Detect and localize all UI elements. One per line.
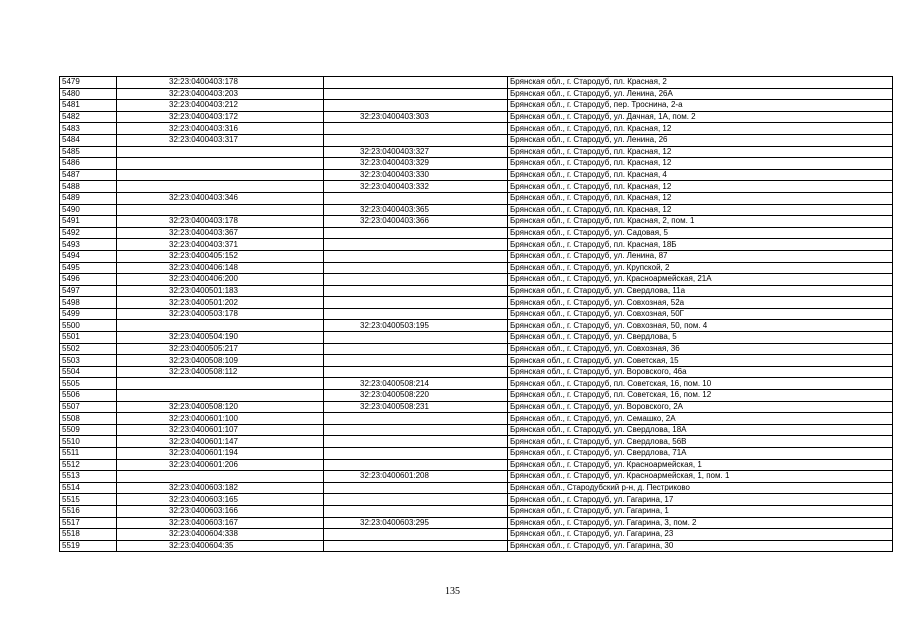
secondary-cadastral-number-cell bbox=[324, 274, 508, 286]
table-row bbox=[60, 517, 893, 529]
secondary-cadastral-number-cell bbox=[324, 413, 508, 425]
address-cell: Брянская обл., г. Стародуб, ул. Советская, 15 bbox=[508, 355, 893, 367]
secondary-cadastral-number-cell bbox=[324, 77, 508, 89]
page-number: 135 bbox=[445, 586, 460, 597]
address-cell: Брянская обл., г. Стародуб, пл. Красная, 12 bbox=[508, 192, 893, 204]
table-row bbox=[60, 378, 893, 390]
address-cell: Брянская обл., Стародубский р-н, д. Пестриково bbox=[508, 482, 893, 494]
address-cell: Брянская обл., г. Стародуб, пл. Красная, 4 bbox=[508, 169, 893, 181]
secondary-cadastral-number-cell bbox=[324, 239, 508, 251]
address-cell: Брянская обл., г. Стародуб, ул. Ленина, 87 bbox=[508, 250, 893, 262]
cadastral-number-cell: 32:23:0400403:203 bbox=[117, 88, 324, 100]
row-number-cell: 5492 bbox=[60, 227, 117, 239]
cadastral-table-body bbox=[60, 77, 893, 552]
row-number-cell: 5496 bbox=[60, 274, 117, 286]
address-cell: Брянская обл., г. Стародуб, ул. Гагарина, 3, пом. 2 bbox=[508, 517, 893, 529]
table-row bbox=[60, 505, 893, 517]
secondary-cadastral-number-cell bbox=[324, 529, 508, 541]
address-cell: Брянская обл., г. Стародуб, пл. Советская, 16, пом. 12 bbox=[508, 390, 893, 402]
cadastral-number-cell: 32:23:0400403:346 bbox=[117, 192, 324, 204]
row-number-cell: 5487 bbox=[60, 169, 117, 181]
table-row bbox=[60, 482, 893, 494]
cadastral-number-cell bbox=[117, 320, 324, 332]
address-cell: Брянская обл., г. Стародуб, ул. Свердлова, 71А bbox=[508, 448, 893, 460]
cadastral-number-cell bbox=[117, 471, 324, 483]
address-cell: Брянская обл., г. Стародуб, ул. Свердлова, 56В bbox=[508, 436, 893, 448]
address-cell: Брянская обл., г. Стародуб, ул. Семашко, 2А bbox=[508, 413, 893, 425]
address-cell: Брянская обл., г. Стародуб, ул. Совхозная, 50, пом. 4 bbox=[508, 320, 893, 332]
secondary-cadastral-number-cell bbox=[324, 227, 508, 239]
secondary-cadastral-number-cell: 32:23:0400403:332 bbox=[324, 181, 508, 193]
table-row bbox=[60, 274, 893, 286]
address-cell: Брянская обл., г. Стародуб, ул. Ленина, 26 bbox=[508, 134, 893, 146]
address-cell: Брянская обл., г. Стародуб, ул. Воровского, 46а bbox=[508, 366, 893, 378]
table-row bbox=[60, 262, 893, 274]
cadastral-number-cell: 32:23:0400403:317 bbox=[117, 134, 324, 146]
address-cell: Брянская обл., г. Стародуб, ул. Совхозная, 50Г bbox=[508, 308, 893, 320]
secondary-cadastral-number-cell bbox=[324, 459, 508, 471]
secondary-cadastral-number-cell bbox=[324, 366, 508, 378]
address-cell: Брянская обл., г. Стародуб, ул. Совхозная, 52а bbox=[508, 297, 893, 309]
cadastral-number-cell: 32:23:0400406:200 bbox=[117, 274, 324, 286]
table-row bbox=[60, 332, 893, 344]
cadastral-number-cell: 32:23:0400601:194 bbox=[117, 448, 324, 460]
address-cell: Брянская обл., г. Стародуб, ул. Воровского, 2А bbox=[508, 401, 893, 413]
address-cell: Брянская обл., г. Стародуб, ул. Крупской, 2 bbox=[508, 262, 893, 274]
table-row bbox=[60, 459, 893, 471]
table-row bbox=[60, 401, 893, 413]
address-cell: Брянская обл., г. Стародуб, ул. Свердлова, 5 bbox=[508, 332, 893, 344]
cadastral-number-cell: 32:23:0400604:338 bbox=[117, 529, 324, 541]
secondary-cadastral-number-cell bbox=[324, 343, 508, 355]
address-cell: Брянская обл., г. Стародуб, ул. Ленина, 26А bbox=[508, 88, 893, 100]
table-row bbox=[60, 413, 893, 425]
row-number-cell: 5490 bbox=[60, 204, 117, 216]
row-number-cell: 5482 bbox=[60, 111, 117, 123]
cadastral-number-cell: 32:23:0400403:371 bbox=[117, 239, 324, 251]
row-number-cell: 5481 bbox=[60, 100, 117, 112]
row-number-cell: 5479 bbox=[60, 77, 117, 89]
table-row bbox=[60, 448, 893, 460]
cadastral-number-cell bbox=[117, 169, 324, 181]
secondary-cadastral-number-cell: 32:23:0400503:195 bbox=[324, 320, 508, 332]
address-cell: Брянская обл., г. Стародуб, ул. Дачная, 1А, пом. 2 bbox=[508, 111, 893, 123]
row-number-cell: 5509 bbox=[60, 424, 117, 436]
secondary-cadastral-number-cell: 32:23:0400603:295 bbox=[324, 517, 508, 529]
cadastral-number-cell: 32:23:0400601:107 bbox=[117, 424, 324, 436]
cadastral-number-cell: 32:23:0400603:165 bbox=[117, 494, 324, 506]
secondary-cadastral-number-cell: 32:23:0400403:330 bbox=[324, 169, 508, 181]
row-number-cell: 5501 bbox=[60, 332, 117, 344]
row-number-cell: 5484 bbox=[60, 134, 117, 146]
table-row bbox=[60, 123, 893, 135]
secondary-cadastral-number-cell: 32:23:0400601:208 bbox=[324, 471, 508, 483]
table-row bbox=[60, 250, 893, 262]
secondary-cadastral-number-cell bbox=[324, 540, 508, 552]
row-number-cell: 5512 bbox=[60, 459, 117, 471]
secondary-cadastral-number-cell bbox=[324, 134, 508, 146]
cadastral-number-cell bbox=[117, 204, 324, 216]
secondary-cadastral-number-cell bbox=[324, 123, 508, 135]
cadastral-number-cell: 32:23:0400503:178 bbox=[117, 308, 324, 320]
address-cell: Брянская обл., г. Стародуб, ул. Свердлова, 18А bbox=[508, 424, 893, 436]
row-number-cell: 5486 bbox=[60, 158, 117, 170]
table-row bbox=[60, 366, 893, 378]
table-row bbox=[60, 494, 893, 506]
address-cell: Брянская обл., г. Стародуб, ул. Гагарина, 1 bbox=[508, 505, 893, 517]
table-row bbox=[60, 146, 893, 158]
row-number-cell: 5506 bbox=[60, 390, 117, 402]
row-number-cell: 5516 bbox=[60, 505, 117, 517]
row-number-cell: 5483 bbox=[60, 123, 117, 135]
cadastral-number-cell: 32:23:0400403:316 bbox=[117, 123, 324, 135]
row-number-cell: 5480 bbox=[60, 88, 117, 100]
table-row bbox=[60, 297, 893, 309]
table-row bbox=[60, 181, 893, 193]
address-cell: Брянская обл., г. Стародуб, пл. Красная, 12 bbox=[508, 204, 893, 216]
row-number-cell: 5504 bbox=[60, 366, 117, 378]
row-number-cell: 5513 bbox=[60, 471, 117, 483]
table-row bbox=[60, 100, 893, 112]
address-cell: Брянская обл., г. Стародуб, ул. Совхозная, 36 bbox=[508, 343, 893, 355]
cadastral-number-cell: 32:23:0400403:172 bbox=[117, 111, 324, 123]
cadastral-number-cell: 32:23:0400403:178 bbox=[117, 77, 324, 89]
address-cell: Брянская обл., г. Стародуб, ул. Гагарина, 23 bbox=[508, 529, 893, 541]
row-number-cell: 5488 bbox=[60, 181, 117, 193]
secondary-cadastral-number-cell bbox=[324, 448, 508, 460]
address-cell: Брянская обл., г. Стародуб, пл. Красная, 2 bbox=[508, 77, 893, 89]
row-number-cell: 5500 bbox=[60, 320, 117, 332]
cadastral-number-cell: 32:23:0400403:367 bbox=[117, 227, 324, 239]
secondary-cadastral-number-cell: 32:23:0400508:214 bbox=[324, 378, 508, 390]
row-number-cell: 5494 bbox=[60, 250, 117, 262]
table-row bbox=[60, 320, 893, 332]
secondary-cadastral-number-cell bbox=[324, 494, 508, 506]
address-cell: Брянская обл., г. Стародуб, ул. Свердлова, 11а bbox=[508, 285, 893, 297]
cadastral-number-cell: 32:23:0400403:178 bbox=[117, 216, 324, 228]
table-row bbox=[60, 158, 893, 170]
secondary-cadastral-number-cell bbox=[324, 192, 508, 204]
table-row bbox=[60, 390, 893, 402]
secondary-cadastral-number-cell bbox=[324, 308, 508, 320]
secondary-cadastral-number-cell bbox=[324, 332, 508, 344]
secondary-cadastral-number-cell: 32:23:0400403:366 bbox=[324, 216, 508, 228]
row-number-cell: 5498 bbox=[60, 297, 117, 309]
table-row bbox=[60, 134, 893, 146]
row-number-cell: 5514 bbox=[60, 482, 117, 494]
table-row bbox=[60, 436, 893, 448]
secondary-cadastral-number-cell: 32:23:0400508:231 bbox=[324, 401, 508, 413]
secondary-cadastral-number-cell: 32:23:0400403:327 bbox=[324, 146, 508, 158]
secondary-cadastral-number-cell bbox=[324, 436, 508, 448]
row-number-cell: 5489 bbox=[60, 192, 117, 204]
address-cell: Брянская обл., г. Стародуб, пл. Красная, 2, пом. 1 bbox=[508, 216, 893, 228]
address-cell: Брянская обл., г. Стародуб, пл. Красная, 12 bbox=[508, 181, 893, 193]
address-cell: Брянская обл., г. Стародуб, ул. Гагарина, 30 bbox=[508, 540, 893, 552]
row-number-cell: 5511 bbox=[60, 448, 117, 460]
cadastral-number-cell: 32:23:0400501:202 bbox=[117, 297, 324, 309]
address-cell: Брянская обл., г. Стародуб, ул. Красноармейская, 1, пом. 1 bbox=[508, 471, 893, 483]
row-number-cell: 5517 bbox=[60, 517, 117, 529]
cadastral-number-cell: 32:23:0400604:35 bbox=[117, 540, 324, 552]
row-number-cell: 5519 bbox=[60, 540, 117, 552]
row-number-cell: 5495 bbox=[60, 262, 117, 274]
cadastral-number-cell: 32:23:0400501:183 bbox=[117, 285, 324, 297]
cadastral-number-cell bbox=[117, 378, 324, 390]
address-cell: Брянская обл., г. Стародуб, ул. Гагарина, 17 bbox=[508, 494, 893, 506]
cadastral-number-cell: 32:23:0400508:112 bbox=[117, 366, 324, 378]
table-row bbox=[60, 88, 893, 100]
table-row bbox=[60, 204, 893, 216]
address-cell: Брянская обл., г. Стародуб, пл. Красная, 12 bbox=[508, 123, 893, 135]
row-number-cell: 5497 bbox=[60, 285, 117, 297]
secondary-cadastral-number-cell bbox=[324, 424, 508, 436]
cadastral-number-cell: 32:23:0400601:100 bbox=[117, 413, 324, 425]
table-row bbox=[60, 169, 893, 181]
cadastral-number-cell: 32:23:0400504:190 bbox=[117, 332, 324, 344]
secondary-cadastral-number-cell bbox=[324, 482, 508, 494]
row-number-cell: 5510 bbox=[60, 436, 117, 448]
cadastral-number-cell: 32:23:0400403:212 bbox=[117, 100, 324, 112]
cadastral-table bbox=[59, 76, 893, 552]
table-row bbox=[60, 471, 893, 483]
table-row bbox=[60, 424, 893, 436]
table-row bbox=[60, 77, 893, 89]
cadastral-number-cell: 32:23:0400505:217 bbox=[117, 343, 324, 355]
row-number-cell: 5499 bbox=[60, 308, 117, 320]
row-number-cell: 5507 bbox=[60, 401, 117, 413]
table-row bbox=[60, 529, 893, 541]
secondary-cadastral-number-cell bbox=[324, 285, 508, 297]
secondary-cadastral-number-cell bbox=[324, 297, 508, 309]
cadastral-number-cell bbox=[117, 146, 324, 158]
table-row bbox=[60, 239, 893, 251]
cadastral-number-cell: 32:23:0400603:166 bbox=[117, 505, 324, 517]
cadastral-number-cell: 32:23:0400508:120 bbox=[117, 401, 324, 413]
secondary-cadastral-number-cell bbox=[324, 262, 508, 274]
cadastral-number-cell: 32:23:0400603:182 bbox=[117, 482, 324, 494]
table-row bbox=[60, 540, 893, 552]
secondary-cadastral-number-cell: 32:23:0400508:220 bbox=[324, 390, 508, 402]
table-row bbox=[60, 216, 893, 228]
table-row bbox=[60, 227, 893, 239]
row-number-cell: 5491 bbox=[60, 216, 117, 228]
row-number-cell: 5503 bbox=[60, 355, 117, 367]
row-number-cell: 5508 bbox=[60, 413, 117, 425]
table-row bbox=[60, 355, 893, 367]
secondary-cadastral-number-cell: 32:23:0400403:329 bbox=[324, 158, 508, 170]
secondary-cadastral-number-cell bbox=[324, 355, 508, 367]
cadastral-number-cell bbox=[117, 390, 324, 402]
cadastral-number-cell bbox=[117, 158, 324, 170]
row-number-cell: 5485 bbox=[60, 146, 117, 158]
table-row bbox=[60, 308, 893, 320]
cadastral-number-cell: 32:23:0400405:152 bbox=[117, 250, 324, 262]
cadastral-number-cell: 32:23:0400406:148 bbox=[117, 262, 324, 274]
cadastral-number-cell: 32:23:0400601:147 bbox=[117, 436, 324, 448]
row-number-cell: 5505 bbox=[60, 378, 117, 390]
cadastral-number-cell: 32:23:0400508:109 bbox=[117, 355, 324, 367]
secondary-cadastral-number-cell bbox=[324, 250, 508, 262]
secondary-cadastral-number-cell: 32:23:0400403:365 bbox=[324, 204, 508, 216]
secondary-cadastral-number-cell: 32:23:0400403:303 bbox=[324, 111, 508, 123]
address-cell: Брянская обл., г. Стародуб, ул. Садовая, 5 bbox=[508, 227, 893, 239]
cadastral-number-cell: 32:23:0400603:167 bbox=[117, 517, 324, 529]
address-cell: Брянская обл., г. Стародуб, пер. Троснина, 2-а bbox=[508, 100, 893, 112]
cadastral-number-cell bbox=[117, 181, 324, 193]
secondary-cadastral-number-cell bbox=[324, 100, 508, 112]
address-cell: Брянская обл., г. Стародуб, ул. Красноармейская, 21А bbox=[508, 274, 893, 286]
secondary-cadastral-number-cell bbox=[324, 505, 508, 517]
address-cell: Брянская обл., г. Стародуб, пл. Красная, 18Б bbox=[508, 239, 893, 251]
address-cell: Брянская обл., г. Стародуб, пл. Красная, 12 bbox=[508, 158, 893, 170]
table-row bbox=[60, 343, 893, 355]
address-cell: Брянская обл., г. Стародуб, пл. Советская, 16, пом. 10 bbox=[508, 378, 893, 390]
table-row bbox=[60, 111, 893, 123]
row-number-cell: 5515 bbox=[60, 494, 117, 506]
cadastral-number-cell: 32:23:0400601:206 bbox=[117, 459, 324, 471]
row-number-cell: 5502 bbox=[60, 343, 117, 355]
address-cell: Брянская обл., г. Стародуб, пл. Красная, 12 bbox=[508, 146, 893, 158]
address-cell: Брянская обл., г. Стародуб, ул. Красноармейская, 1 bbox=[508, 459, 893, 471]
table-row bbox=[60, 192, 893, 204]
table-row bbox=[60, 285, 893, 297]
row-number-cell: 5518 bbox=[60, 529, 117, 541]
row-number-cell: 5493 bbox=[60, 239, 117, 251]
secondary-cadastral-number-cell bbox=[324, 88, 508, 100]
